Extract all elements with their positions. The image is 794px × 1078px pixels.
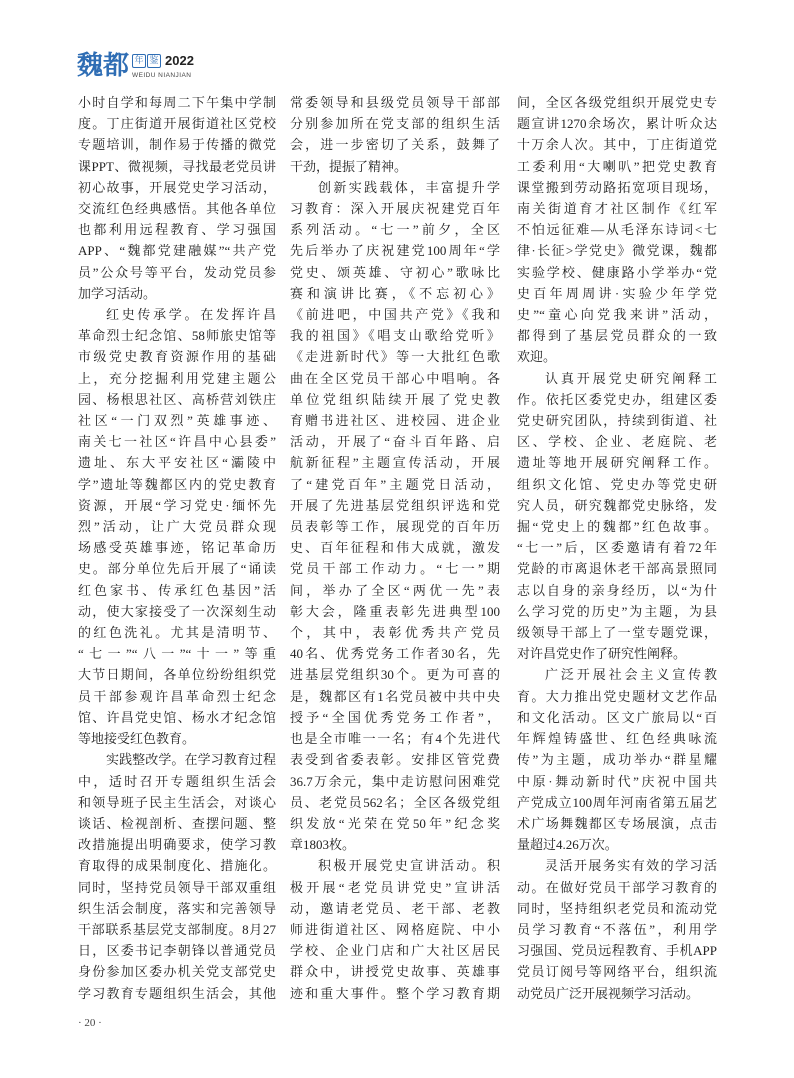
text-line: 史”“童心向党我来讲”活动， xyxy=(517,307,717,323)
text-line: 党史、颂英雄、守初心”歌咏比 xyxy=(290,264,500,280)
text-column-1 xyxy=(78,92,276,1004)
paragraph xyxy=(78,92,276,304)
text-line: 课PPT、微视频，寻找最老党员讲 xyxy=(78,158,276,174)
text-line: 积极开展党史宣讲活动。积 xyxy=(318,858,500,874)
text-line: 和文化活动。区文广旅局以“百 xyxy=(517,709,717,725)
text-line: 遗址、东大平安社区“灞陵中 xyxy=(78,455,276,471)
text-line: 资源，开展“学习党史·缅怀先 xyxy=(78,497,276,513)
text-line: 员、老党员562名；全区各级党组 xyxy=(290,794,500,810)
text-line: 进基层党组织30个。更为可喜的 xyxy=(290,667,500,683)
text-line: 究人员，研究魏都党史脉络，发 xyxy=(517,497,717,513)
text-line: 常委领导和县级党员领导干部部 xyxy=(290,95,500,110)
text-line: 曲在全区党员干部心中唱响。各 xyxy=(290,370,500,386)
text-line: 史。部分单位先后开展了“诵读 xyxy=(78,561,276,577)
text-line: 也都利用远程教育、学习强国 xyxy=(78,222,276,238)
text-line: 动。在做好党员干部学习教育的 xyxy=(517,879,717,895)
text-line: 员干部参观许昌革命烈士纪念 xyxy=(78,688,276,704)
text-column-3 xyxy=(517,92,717,1004)
text-line: 表受到省委表彰。安排区管党费 xyxy=(290,752,500,768)
text-line: 党员干部工作动力。“七一”期 xyxy=(290,561,500,577)
text-line: 场感受英雄事迹，铭记革命历 xyxy=(78,540,276,556)
text-line: 志以自身的亲身经历，以“为什 xyxy=(517,582,717,598)
text-line: 组织文化馆、党史办等党史研 xyxy=(517,476,717,492)
text-line: “七一”后，区委邀请有着72年 xyxy=(517,540,717,556)
text-line: 身份参加区委办机关党支部党史 xyxy=(78,964,276,980)
paragraph xyxy=(517,368,717,665)
text-line: 是，魏都区有1名党员被中共中央 xyxy=(290,688,500,704)
text-line: 《前进吧，中国共产党》《我和 xyxy=(290,307,500,323)
text-line: 初心故事，开展党史学习活动， xyxy=(78,179,276,195)
text-line: 级领导干部上了一堂专题党课， xyxy=(517,625,717,641)
text-line: 先后举办了庆祝建党100周年“学 xyxy=(290,243,500,259)
text-line: 分别参加所在党支部的组织生活 xyxy=(290,116,500,132)
text-line: APP、“魏都党建融媒”“共产党 xyxy=(78,243,276,259)
text-line: 也是全市唯一一名；有4个先进代 xyxy=(290,731,500,747)
text-line: 掘“党史上的魏都”红色故事。 xyxy=(517,519,717,535)
text-line: 认真开展党史研究阐释工 xyxy=(545,370,717,386)
text-line: 年辉煌铸盛世、红色经典咏流 xyxy=(517,731,717,747)
text-line: 单位党组织陆续开展了党史教 xyxy=(290,391,500,407)
text-line: 我的祖国》《唱支山歌给党听》 xyxy=(290,328,500,344)
text-line: 区、学校、企业、老庭院、老 xyxy=(517,434,717,450)
yearbook-logo-title: 魏都 xyxy=(77,51,130,81)
text-line: 动，邀请老党员、老干部、老教 xyxy=(290,900,500,916)
text-line: 史百年周周讲·实验少年学党 xyxy=(517,285,717,301)
text-line: 南关街道育才社区制作《红军 xyxy=(517,201,717,217)
text-column-2 xyxy=(290,92,500,1004)
text-line: 灵活开展务实有效的学习活 xyxy=(545,858,717,874)
text-line: 对许昌党史作了研究性阐释。 xyxy=(517,646,687,662)
yearbook-logo-subtitle xyxy=(132,54,194,68)
text-line: 织生活会制度，落实和完善领导 xyxy=(78,900,276,916)
text-line: 间，全区各级党组织开展党史专 xyxy=(517,95,717,110)
text-line: 群众中，讲授党史故事、英雄事 xyxy=(290,964,500,980)
text-line: 同时，坚持组织老党员和流动党 xyxy=(517,900,717,916)
text-line: 加学习活动。 xyxy=(78,285,157,301)
text-line: 社区“一门双烈”英雄事迹、 xyxy=(78,413,276,429)
paragraph xyxy=(290,177,500,856)
text-line: 党史研究团队，持续到街道、社 xyxy=(517,413,717,429)
yearbook-logo xyxy=(77,50,207,84)
text-line: 量超过4.26万次。 xyxy=(517,837,618,853)
text-line: 干部联系基层党支部制度。8月27 xyxy=(78,921,276,937)
text-line: 《走进新时代》等一大批红色歌 xyxy=(290,349,500,365)
text-line: 史、百年征程和伟大成就，激发 xyxy=(290,540,500,556)
text-line: 日，区委书记李朝锋以普通党员 xyxy=(78,943,276,959)
paragraph xyxy=(78,749,276,1003)
text-line: 上，充分挖掘利用党建主题公 xyxy=(78,370,276,386)
text-line: 律·长征>学党史》微党课，魏都 xyxy=(517,243,717,259)
text-line: 间，举办了全区“两优一先”表 xyxy=(290,582,500,598)
text-line: 学习教育专题组织生活会，其他 xyxy=(78,985,276,1001)
text-line: 市级党史教育资源作用的基础 xyxy=(78,349,276,365)
text-line: 同时，坚持党员领导干部双重组 xyxy=(78,879,276,895)
text-line: 章1803枚。 xyxy=(290,837,356,853)
text-line: “七一”“八一”“十一”等重 xyxy=(78,646,276,662)
text-line: 织发放“光荣在党50年”纪念奖 xyxy=(290,815,500,831)
text-line: 学”遗址等魏都区内的党史教育 xyxy=(78,476,276,492)
text-line: 馆、许昌党史馆、杨水才纪念馆 xyxy=(78,709,276,725)
text-line: 党员订阅号等网络平台，组织流 xyxy=(517,964,717,980)
text-line: 谈话、检视剖析、查摆问题、整 xyxy=(78,815,276,831)
paragraph xyxy=(290,92,500,177)
text-line: 南关七一社区“许昌中心县委” xyxy=(78,434,276,450)
text-line: 么学习党的历史”为主题，为县 xyxy=(517,603,717,619)
text-line: 改措施提出明确要求，使学习教 xyxy=(78,837,276,853)
text-line: 专题培训，制作易于传播的微党 xyxy=(78,137,276,153)
text-line: 题宣讲1270余场次，累计听众达 xyxy=(517,116,717,132)
text-line: 红色家书、传承红色基因”活 xyxy=(78,582,276,598)
text-line: 育赠书进社区、进校园、进企业 xyxy=(290,413,500,429)
text-line: 广泛开展社会主义宣传教 xyxy=(545,667,717,683)
text-line: 员学习教育“不落伍”，利用学 xyxy=(517,921,717,937)
text-line: 彰大会，隆重表彰先进典型100 xyxy=(290,603,500,619)
text-line: 开展了先进基层党组织评选和党 xyxy=(290,497,500,513)
text-line: 授予“全国优秀党务工作者”， xyxy=(290,709,500,725)
text-line: 习教育：深入开展庆祝建党百年 xyxy=(290,201,500,217)
text-line: 员”公众号等平台，发动党员参 xyxy=(78,264,276,280)
text-line: 实验学校、健康路小学举办“党 xyxy=(517,264,717,280)
paragraph xyxy=(517,855,717,1003)
text-line: 活动，开展了“奋斗百年路、启 xyxy=(290,434,500,450)
text-line: 动，使大家接受了一次深刻生动 xyxy=(78,603,276,619)
text-line: 十万余人次。其中，丁庄街道党 xyxy=(517,137,717,153)
text-line: 动党员广泛开展视频学习活动。 xyxy=(517,985,700,1001)
text-line: 课堂搬到劳动路拓宽项目现场， xyxy=(517,179,717,195)
text-line: 小时自学和每周二下午集中学制 xyxy=(78,95,276,110)
text-line: 极开展“老党员讲党史”宣讲活 xyxy=(290,879,500,895)
page-number: · 20 · xyxy=(78,1017,102,1029)
text-line: 遗址等地开展研究阐释工作。 xyxy=(517,455,717,471)
text-line: 都得到了基层党员群众的一致 xyxy=(517,328,717,344)
text-line: 产党成立100周年河南省第五届艺 xyxy=(517,794,717,810)
text-line: 迹和重大事件。整个学习教育期 xyxy=(290,985,500,1001)
text-line: 不怕远征难—从毛泽东诗词<七 xyxy=(517,222,717,238)
text-line: 中，适时召开专题组织生活会 xyxy=(78,773,276,789)
text-line: 革命烈士纪念馆、58师旅史馆等 xyxy=(78,328,276,344)
text-line: 园、杨根思社区、高桥营刘铁庄 xyxy=(78,391,276,407)
text-line: 术广场舞魏都区专场展演，点击 xyxy=(517,815,717,831)
text-line: 欢迎。 xyxy=(517,349,557,365)
text-line: 实践整改学。在学习教育过程 xyxy=(106,752,276,768)
paragraph xyxy=(517,92,717,368)
text-line: 工委利用“大喇叭”把党史教育 xyxy=(517,158,717,174)
text-line: 会，进一步密切了关系，鼓舞了 xyxy=(290,137,500,153)
text-line: 师进街道社区、网格庭院、中小 xyxy=(290,921,500,937)
text-line: 党龄的市离退休老干部高景照同 xyxy=(517,561,717,577)
text-line: 和领导班子民主生活会，对谈心 xyxy=(78,794,276,810)
text-line: 36.7万余元，集中走访慰问困难党 xyxy=(290,773,500,789)
yearbook-logo-pinyin: WEIDU NIANJIAN xyxy=(132,72,192,79)
text-line: 的红色洗礼。尤其是清明节、 xyxy=(78,625,276,641)
text-line: 赛和演讲比赛，《不忘初心》 xyxy=(290,285,500,301)
text-line: 大节日期间，各单位纷纷组织党 xyxy=(78,667,276,683)
text-line: 红史传承学。在发挥许昌 xyxy=(106,307,276,323)
paragraph xyxy=(290,855,500,1003)
text-line: 航新征程”主题宣传活动，开展 xyxy=(290,455,500,471)
yearbook-logo-box-char: 鉴 xyxy=(147,54,161,68)
text-line: 烈”活动，让广大党员群众现 xyxy=(78,519,276,535)
text-line: 等地接受红色教育。 xyxy=(78,731,196,747)
yearbook-logo-year: 2022 xyxy=(165,53,194,68)
text-line: 作。依托区委党史办，组建区委 xyxy=(517,391,717,407)
text-line: 干劲，提振了精神。 xyxy=(290,158,408,174)
text-line: 交流红色经典感悟。其他各单位 xyxy=(78,201,276,217)
text-line: 创新实践载体，丰富提升学 xyxy=(318,179,500,195)
text-line: 个，其中，表彰优秀共产党员 xyxy=(290,625,500,641)
text-line: 育取得的成果制度化、措施化。 xyxy=(78,858,276,874)
text-line: 度。丁庄街道开展街道社区党校 xyxy=(78,116,276,132)
text-line: 系列活动。“七一”前夕，全区 xyxy=(290,222,500,238)
text-line: 中原·舞动新时代”庆祝中国共 xyxy=(517,773,717,789)
paragraph xyxy=(78,304,276,749)
text-line: 了“建党百年”主题党日活动， xyxy=(290,476,500,492)
text-line: 40名、优秀党务工作者30名，先 xyxy=(290,646,500,662)
yearbook-logo-box-char: 年 xyxy=(132,54,146,68)
text-line: 传”为主题，成功举办“群星耀 xyxy=(517,752,717,768)
text-line: 学校、企业门店和广大社区居民 xyxy=(290,943,500,959)
text-line: 育。大力推出党史题材文艺作品 xyxy=(517,688,717,704)
text-line: 习强国、党员远程教育、手机APP xyxy=(517,943,717,959)
text-line: 员表彰等工作，展现党的百年历 xyxy=(290,519,500,535)
paragraph xyxy=(517,664,717,855)
